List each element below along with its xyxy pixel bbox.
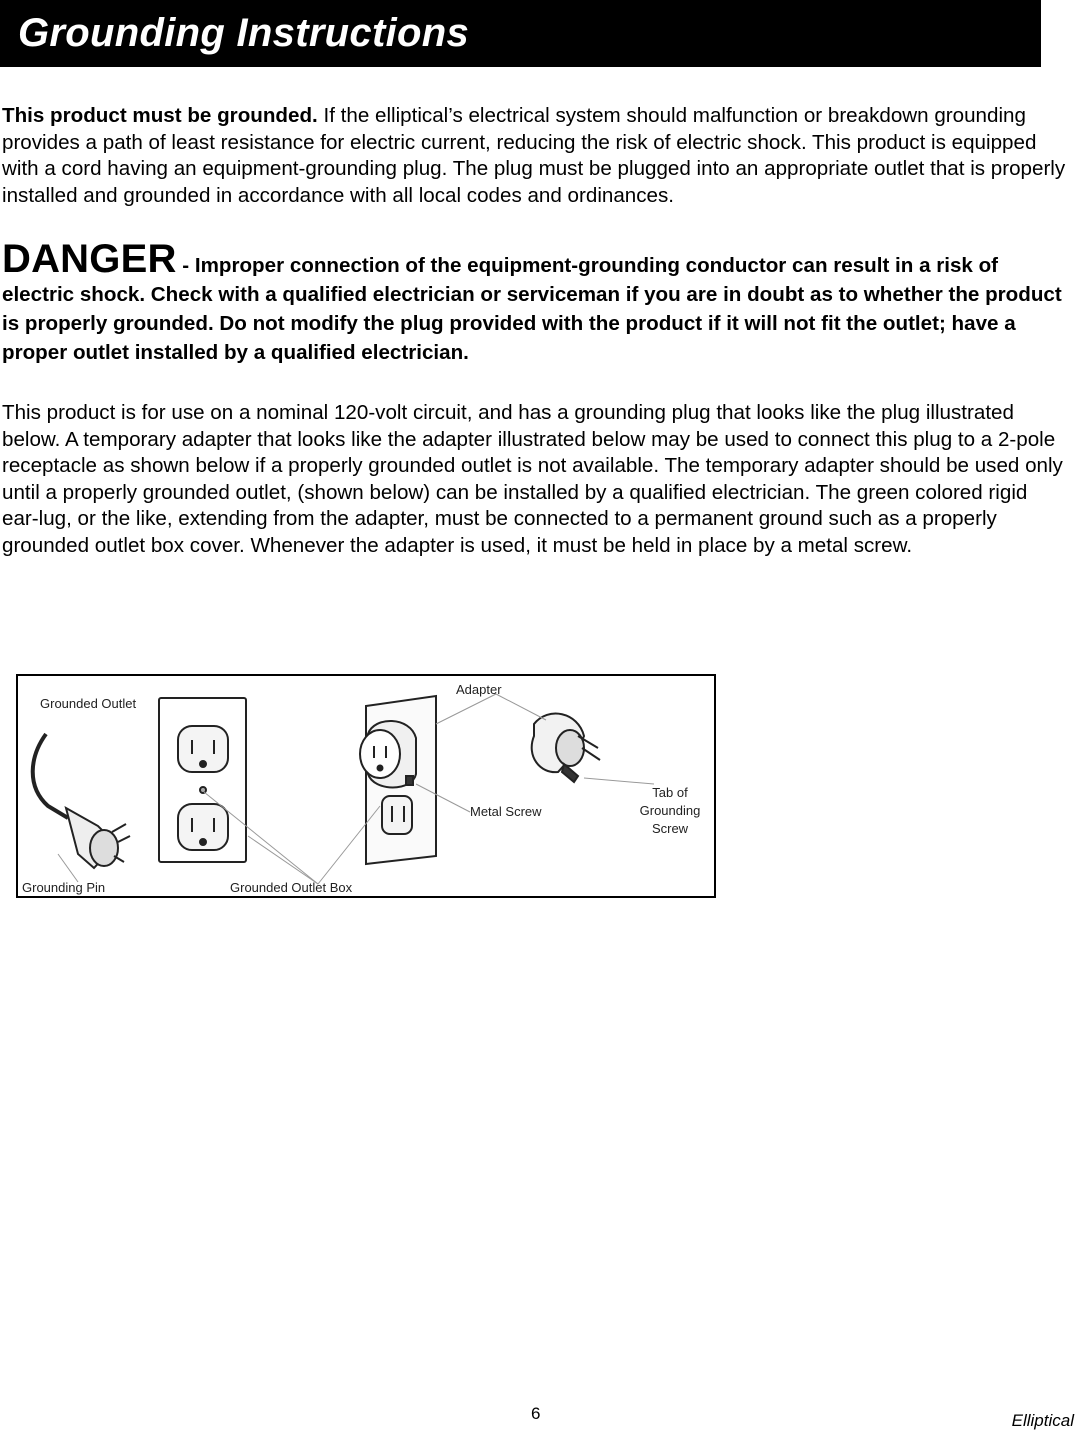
grounding-plug-icon [33,734,130,868]
label-grounded-outlet: Grounded Outlet [40,696,137,711]
label-tab-line3: Screw [651,821,689,836]
page-number: 6 [531,1404,541,1423]
intro-text: If the elliptical’s electrical system should malfunction or breakdown grounding provides a path of least resistance for electric current, reducing the risk of electric shock. This product is equipped with a cord having an equipment-grounding plug. The plug must be plugged into an appropriate outlet that is properly installed and grounded in accordance with all local codes and ordinances. [2,104,1066,207]
grounding-diagram [16,674,716,898]
danger-label: DANGER [2,237,177,281]
page-title: Grounding Instructions [18,11,470,55]
danger-warning [2,237,1068,367]
intro-bold-lead: This product must be grounded. [2,104,318,127]
adapter-icon [532,714,600,782]
title-bar [0,0,1041,67]
footer-product-name: Elliptical [1011,1411,1074,1430]
grounded-outlet-icon [159,698,246,862]
danger-text: - Improper connection of the equipment-grounding conductor can result in a risk of electric shock. Check with a qualified electrician or serviceman if you are in doubt as to whether the product is properly grounded. Do not modify the plug provided with the product if it will not fit the outlet; have a proper outlet installed by a qualified electrician. [2,254,1062,364]
label-tab-line1: Tab of [652,785,688,800]
adapter-text: This product is for use on a nominal 120-volt circuit, and has a grounding plug that looks like the plug illustrated below. A temporary adapter that looks like the adapter illustrated below may be used to connect this plug to a 2-pole receptacle as shown below if a properly grounded outlet is not available. The temporary adapter should be used only until a properly grounded outlet, (shown below) can be installed by a qualified electrician. The green colored rigid ear-lug, or the like, extending from the adapter, must be connected to a permanent ground such as a properly grounded outlet box cover. Whenever the adapter is used, it must be held in place by a metal screw. [2,401,1063,557]
outlet-box-with-adapter-icon [360,696,436,864]
label-adapter: Adapter [456,682,502,697]
intro-paragraph [2,103,1068,209]
label-grounding-pin: Grounding Pin [22,880,106,895]
adapter-paragraph [2,400,1068,560]
label-tab-line2: Grounding [639,803,701,818]
label-metal-screw: Metal Screw [470,804,542,819]
label-grounded-outlet-box: Grounded Outlet Box [230,880,353,895]
